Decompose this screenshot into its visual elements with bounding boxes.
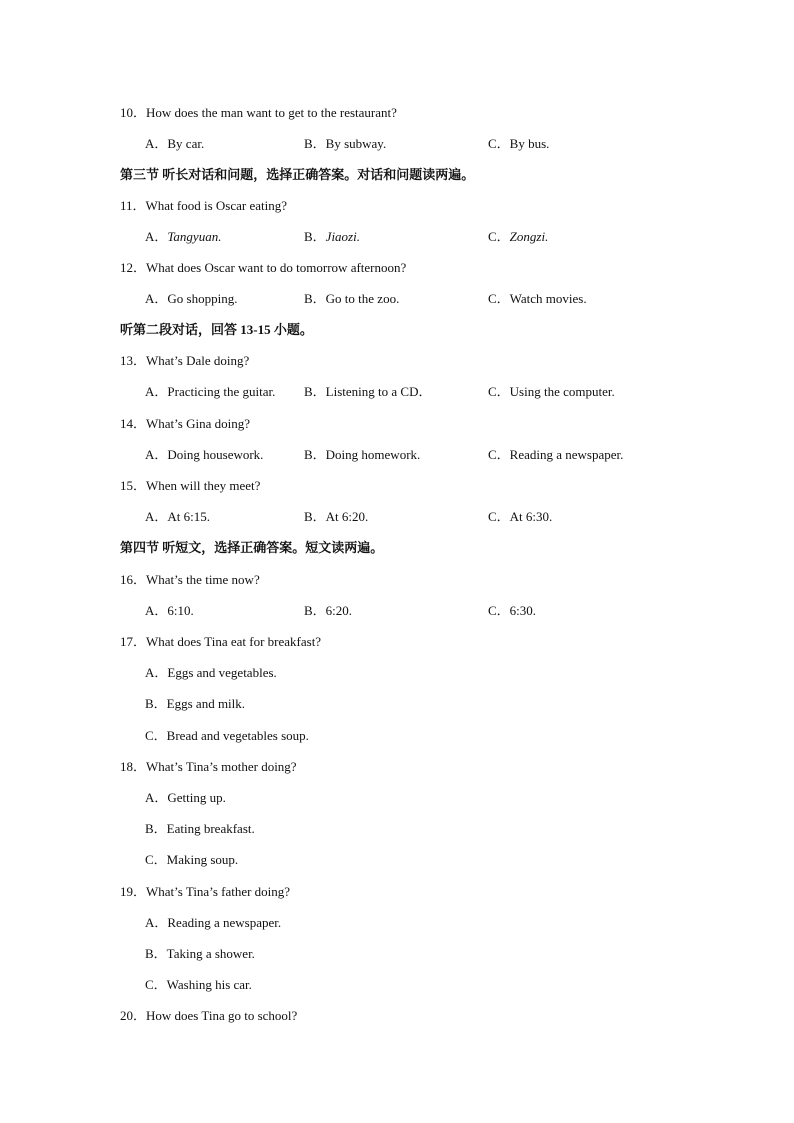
q17-option-b: B．Eggs and milk. <box>145 696 246 711</box>
q12-option-a: A．Go shopping. <box>145 291 238 306</box>
q14-option-c: C．Reading a newspaper. <box>488 447 624 462</box>
q12-option-b: B．Go to the zoo. <box>304 291 400 306</box>
q19-option-a: A．Reading a newspaper. <box>145 915 282 930</box>
q11-option-a-text: Tangyuan. <box>167 229 222 244</box>
q16-option-b: B．6:20. <box>304 603 353 618</box>
section-3-heading: 第三节 听长对话和问题，选择正确答案。对话和问题读两遍。 <box>120 167 475 182</box>
q12-option-c: C．Watch movies. <box>488 291 587 306</box>
question-16: 16．What’s the time now? <box>120 572 260 587</box>
question-10: 10．How does the man want to get to the restaurant? <box>120 105 397 120</box>
question-12: 12．What does Oscar want to do tomorrow afternoon? <box>120 260 407 275</box>
q17-option-c: C．Bread and vegetables soup. <box>145 728 309 743</box>
q16-option-a: A．6:10. <box>145 603 194 618</box>
q14-option-a: A．Doing housework. <box>145 447 264 462</box>
q15-option-a: A．At 6:15. <box>145 509 211 524</box>
dialog-2-heading: 听第二段对话，回答 13-15 小题。 <box>120 322 313 337</box>
q19-option-c: C．Washing his car. <box>145 977 252 992</box>
q11-option-b-text: Jiaozi. <box>325 229 360 244</box>
q17-option-a: A．Eggs and vegetables. <box>145 665 277 680</box>
q14-option-b: B．Doing homework. <box>304 447 421 462</box>
q18-option-a: A．Getting up. <box>145 790 226 805</box>
q10-option-b: B．By subway. <box>304 136 387 151</box>
q19-option-b: B．Taking a shower. <box>145 946 255 961</box>
q11-option-c <box>488 228 548 246</box>
q13-option-a: A．Practicing the guitar. <box>145 384 276 399</box>
question-15: 15．When will they meet? <box>120 478 261 493</box>
question-19: 19．What’s Tina’s father doing? <box>120 884 291 899</box>
q11-option-c-label: C． <box>488 229 510 244</box>
q18-option-b: B．Eating breakfast. <box>145 821 255 836</box>
q11-option-b-label: B． <box>304 229 326 244</box>
q10-option-c: C．By bus. <box>488 136 550 151</box>
q11-option-a <box>145 228 221 246</box>
q13-option-c: C．Using the computer. <box>488 384 615 399</box>
q18-option-c: C．Making soup. <box>145 852 239 867</box>
q11-option-b <box>304 228 360 246</box>
q10-option-a: A．By car. <box>145 136 205 151</box>
q13-option-b: B．Listening to a CD． <box>304 384 432 399</box>
q15-option-c: C．At 6:30. <box>488 509 553 524</box>
question-17: 17．What does Tina eat for breakfast? <box>120 634 322 649</box>
question-11: 11．What food is Oscar eating? <box>120 198 288 213</box>
section-4-heading: 第四节 听短文，选择正确答案。短文读两遍。 <box>120 540 384 555</box>
question-18: 18．What’s Tina’s mother doing? <box>120 759 297 774</box>
question-14: 14．What’s Gina doing? <box>120 416 250 431</box>
question-13: 13．What’s Dale doing? <box>120 353 250 368</box>
q16-option-c: C．6:30. <box>488 603 537 618</box>
q15-option-b: B．At 6:20. <box>304 509 369 524</box>
q11-option-a-label: A． <box>145 229 168 244</box>
q11-option-c-text: Zongzi. <box>509 229 549 244</box>
question-20: 20．How does Tina go to school? <box>120 1008 298 1023</box>
